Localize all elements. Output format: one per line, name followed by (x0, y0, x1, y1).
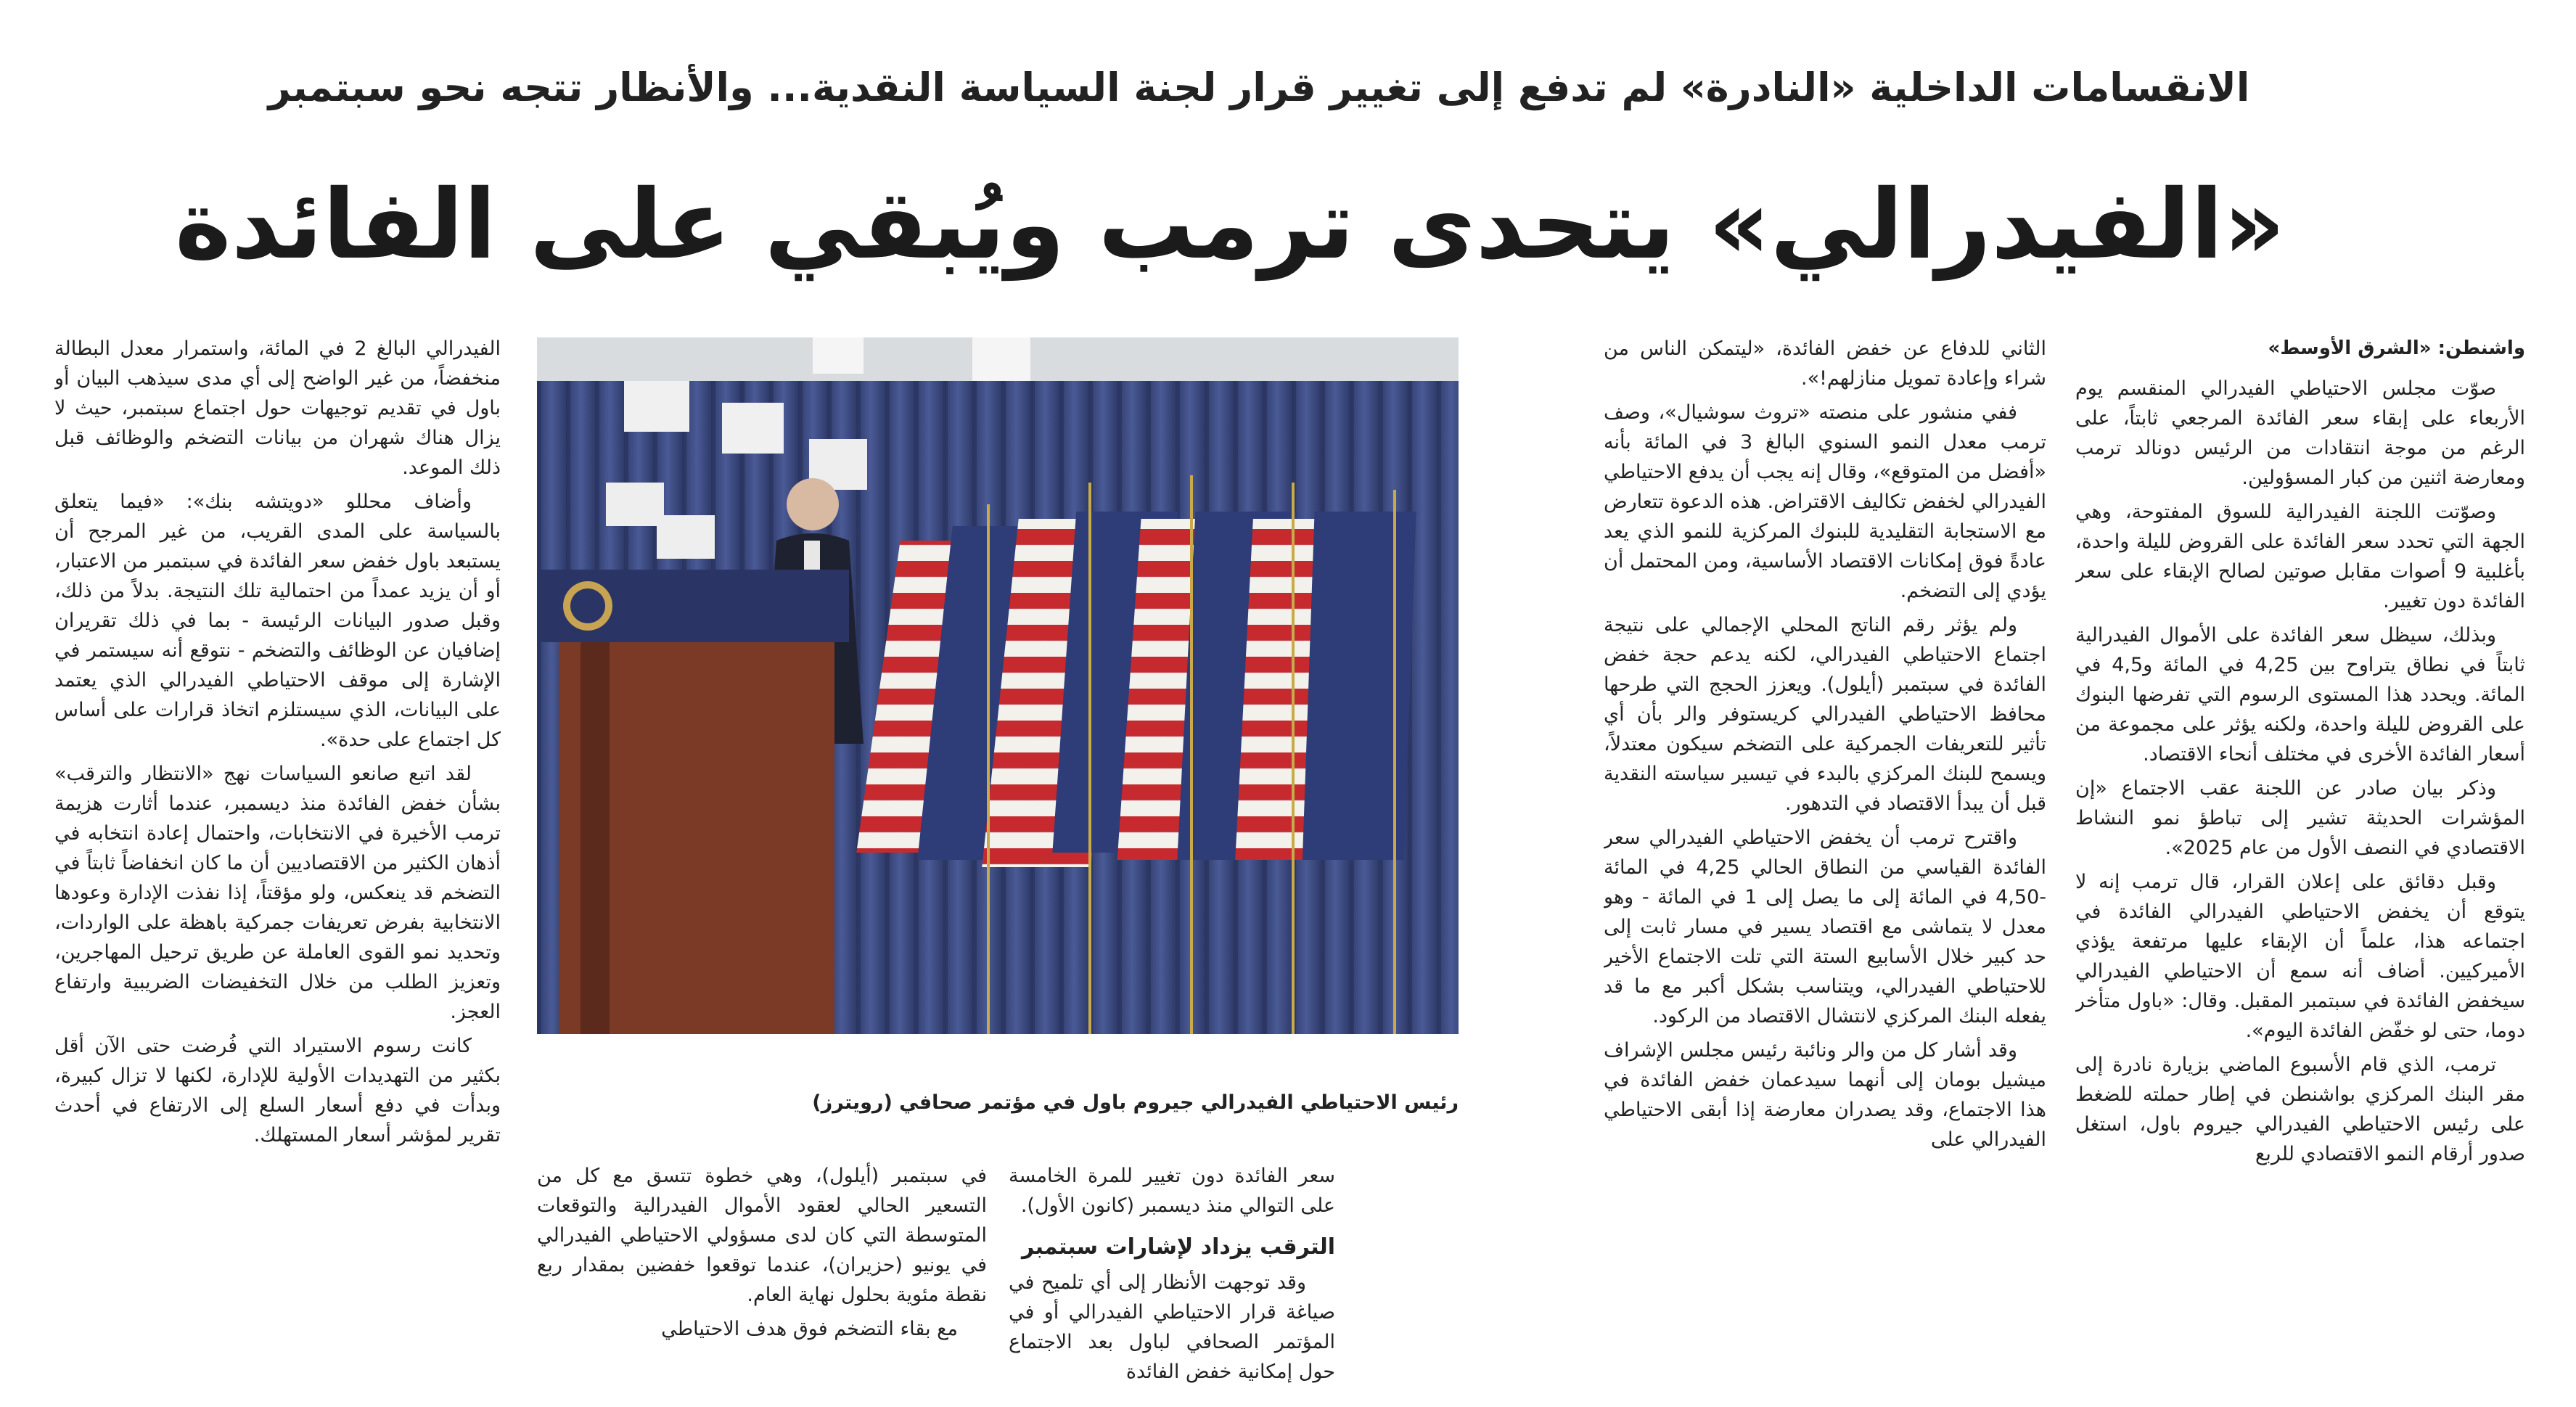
paragraph: مع بقاء التضخم فوق هدف الاحتياطي (661, 1318, 958, 1340)
paragraph: وذكر بيان صادر عن اللجنة عقب الاجتماع «إن المؤشرات الحديثة تشير إلى تباطؤ نمو النشاط الاقتصادي في النصف الأول من عام 2025». (2075, 777, 2525, 859)
article-column-3 (1009, 1161, 1335, 1400)
paragraph: ولم يؤثر رقم الناتج المحلي الإجمالي على نتيجة اجتماع الاحتياطي الفيدرالي، لكنه يدعم حجة خفض الفائدة في سبتمبر (أيلول). ويعزز الحجج التي طرحها محافظ الاحتياطي الفيدرالي كريستوفر والر بأن أي تأثير للتعريفات الجمركية على التضخم سيكون معتدلاً، ويسمح للبنك المركزي بالبدء في تيسير سياسته النقدية قبل أن يبدأ الاقتصاد في التدهور. (1604, 614, 2046, 815)
paragraph: الفيدرالي البالغ 2 في المائة، واستمرار معدل البطالة منخفضاً، من غير الواضح إلى أي مدى سيذهب البيان أو باول في تقديم توجيهات حول اجتماع سبتمبر، حيث لا يزال هناك شهران من بيانات التضخم والوظائف قبل ذلك الموعد. (54, 337, 501, 479)
paragraph: ترمب، الذي قام الأسبوع الماضي بزيارة نادرة إلى مقر البنك المركزي بواشنطن في إطار حملته للضغط على رئيس الاحتياطي الفيدرالي جيروم باول، استغل صدور أرقام النمو الاقتصادي للربع (2075, 1054, 2525, 1165)
paragraph: واقترح ترمب أن يخفض الاحتياطي الفيدرالي سعر الفائدة القياسي من النطاق الحالي 4,25 في المائة -4,50 في المائة إلى ما يصل إلى 1 في المائة - وهو معدل لا يتماشى مع اقتصاد يسير في مسار ثابت إلى حد كبير خلال الأسابيع الستة التي تلت الاجتماع الأخير للاحتياطي الفيدرالي، ويتناسب بشكل أكبر مع ما قد يفعله البنك المركزي لانتشال الاقتصاد من الركود. (1604, 826, 2046, 1027)
paragraph: سعر الفائدة دون تغيير للمرة الخامسة على التوالي منذ ديسمبر (كانون الأول). (1009, 1165, 1335, 1217)
article-kicker: الانقسامات الداخلية «النادرة» لم تدفع إلى تغيير قرار لجنة السياسة النقدية... والأنظار تتجه نحو سبتمبر (268, 65, 2250, 110)
article-column-5 (54, 334, 501, 1400)
paragraph: الثاني للدفاع عن خفض الفائدة، «ليتمكن الناس من شراء وإعادة تمويل منازلهم!». (1604, 337, 2046, 390)
paragraph: صوّت مجلس الاحتياطي الفيدرالي المنقسم يوم الأربعاء على إبقاء سعر الفائدة المرجعي ثابتاً، على الرغم من موجة انتقادات من الرئيس دونالد ترمب ومعارضة اثنين من كبار المسؤولين. (2075, 377, 2525, 489)
paragraph: وأضاف محللو «دويتشه بنك»: «فيما يتعلق بالسياسة على المدى القريب، من غير المرجح أن يستبعد باول خفض سعر الفائدة في سبتمبر من الاعتبار، أو أن يزيد عمداً من احتمالية تلك النتيجة. بدلاً من ذلك، وقبل صدور البيانات الرئيسة - بما في ذلك تقريران إضافيان عن الوظائف والتضخم - نتوقع أنه سيستمر في الإشارة إلى موقف الاحتياطي الفيدرالي الذي يعتمد على البيانات، الذي سيستلزم اتخاذ قرارات على أساس كل اجتماع على حدة». (54, 491, 501, 751)
article-column-2 (1604, 334, 2046, 1400)
article-column-4 (537, 1161, 987, 1400)
paragraph: وقبل دقائق على إعلان القرار، قال ترمب إنه لا يتوقع أن يخفض الاحتياطي الفيدرالي الفائدة في اجتماعه هذا، علماً أن الإبقاء عليها مرتفعة يؤذي الأميركيين. أضاف أنه سمع أن الاحتياطي الفيدرالي سيخفض الفائدة في سبتمبر المقبل. وقال: «باول متأخر دوما، حتى لو خفّض الفائدة اليوم». (2075, 871, 2525, 1042)
subhead: الترقب يزداد لإشارات سبتمبر (1021, 1234, 1335, 1260)
paragraph: ففي منشور على منصته «تروث سوشيال»، وصف ترمب معدل النمو السنوي البالغ 3 في المائة بأنه «أفضل من المتوقع»، وقال إنه يجب أن يدفع الاحتياطي الفيدرالي لخفض تكاليف الاقتراض. هذه الدعوة تتعارض مع الاستجابة التقليدية للبنوك المركزية للنمو الذي يعد عادةً فوق إمكانات الاقتصاد الأساسية، ومن المحتمل أن يؤدي إلى التضخم. (1604, 401, 2046, 602)
photo-illustration (537, 337, 1459, 1034)
paragraph: وصوّتت اللجنة الفيدرالية للسوق المفتوحة، وهي الجهة التي تحدد سعر الفائدة على القروض لليلة واحدة، بأغلبية 9 أصوات مقابل صوتين لصالح الإبقاء على سعر الفائدة دون تغيير. (2075, 501, 2525, 612)
paragraph: وقد أشار كل من والر ونائبة رئيس مجلس الإشراف ميشيل بومان إلى أنهما سيدعمان خفض الفائدة في هذا الاجتماع، وقد يصدران معارضة إذا أبقى الاحتياطي الفيدرالي على (1604, 1039, 2046, 1151)
article-column-1 (2075, 334, 2525, 1400)
paragraph: لقد اتبع صانعو السياسات نهج «الانتظار والترقب» بشأن خفض الفائدة منذ ديسمبر، عندما أثارت هزيمة ترمب الأخيرة في الانتخابات، واحتمال إعادة انتخابه في أذهان الكثير من الاقتصاديين أن ما كان انخفاضاً ثابتاً في التضخم قد ينعكس، ولو مؤقتاً، إذا نفذت الإدارة وعودها الانتخابية بفرض تعريفات جمركية باهظة على الواردات، وتحديد نمو القوى العاملة عن طريق ترحيل المهاجرين، وتعزيز الطلب من خلال التخفيضات الضريبية وارتفاع العجز. (54, 763, 501, 1023)
byline: واشنطن: «الشرق الأوسط» (2268, 337, 2525, 359)
press-conference-photo (537, 337, 1459, 1034)
article-headline: «الفيدرالي» يتحدى ترمب ويُبقي على الفائدة (174, 169, 2286, 281)
paragraph: وقد توجهت الأنظار إلى أي تلميح في صياغة قرار الاحتياطي الفيدرالي أو في المؤتمر الصحافي لباول بعد الاجتماع حول إمكانية خفض الفائدة (1009, 1271, 1335, 1383)
photo-caption: رئيس الاحتياطي الفيدرالي جيروم باول في مؤتمر صحافي (رويترز) (812, 1091, 1459, 1114)
paragraph: في سبتمبر (أيلول)، وهي خطوة تتسق مع كل من التسعير الحالي لعقود الأموال الفيدرالية والتوقعات المتوسطة التي كان لدى مسؤولي الاحتياطي الفيدرالي في يونيو (حزيران)، عندما توقعوا خفضين بمقدار ربع نقطة مئوية بحلول نهاية العام. (537, 1165, 987, 1306)
paragraph: كانت رسوم الاستيراد التي فُرضت حتى الآن أقل بكثير من التهديدات الأولية للإدارة، لكنها لا تزال كبيرة، وبدأت في دفع أسعار السلع إلى الارتفاع في أحدث تقرير لمؤشر أسعار المستهلك. (54, 1035, 501, 1146)
paragraph: وبذلك، سيظل سعر الفائدة على الأموال الفيدرالية ثابتاً في نطاق يتراوح بين 4,25 في المائة و4,5 في المائة. ويحدد هذا المستوى الرسوم التي تفرضها البنوك على القروض لليلة واحدة، ولكنه يؤثر على مجموعة من أسعار الفائدة الأخرى في مختلف أنحاء الاقتصاد. (2075, 624, 2525, 766)
